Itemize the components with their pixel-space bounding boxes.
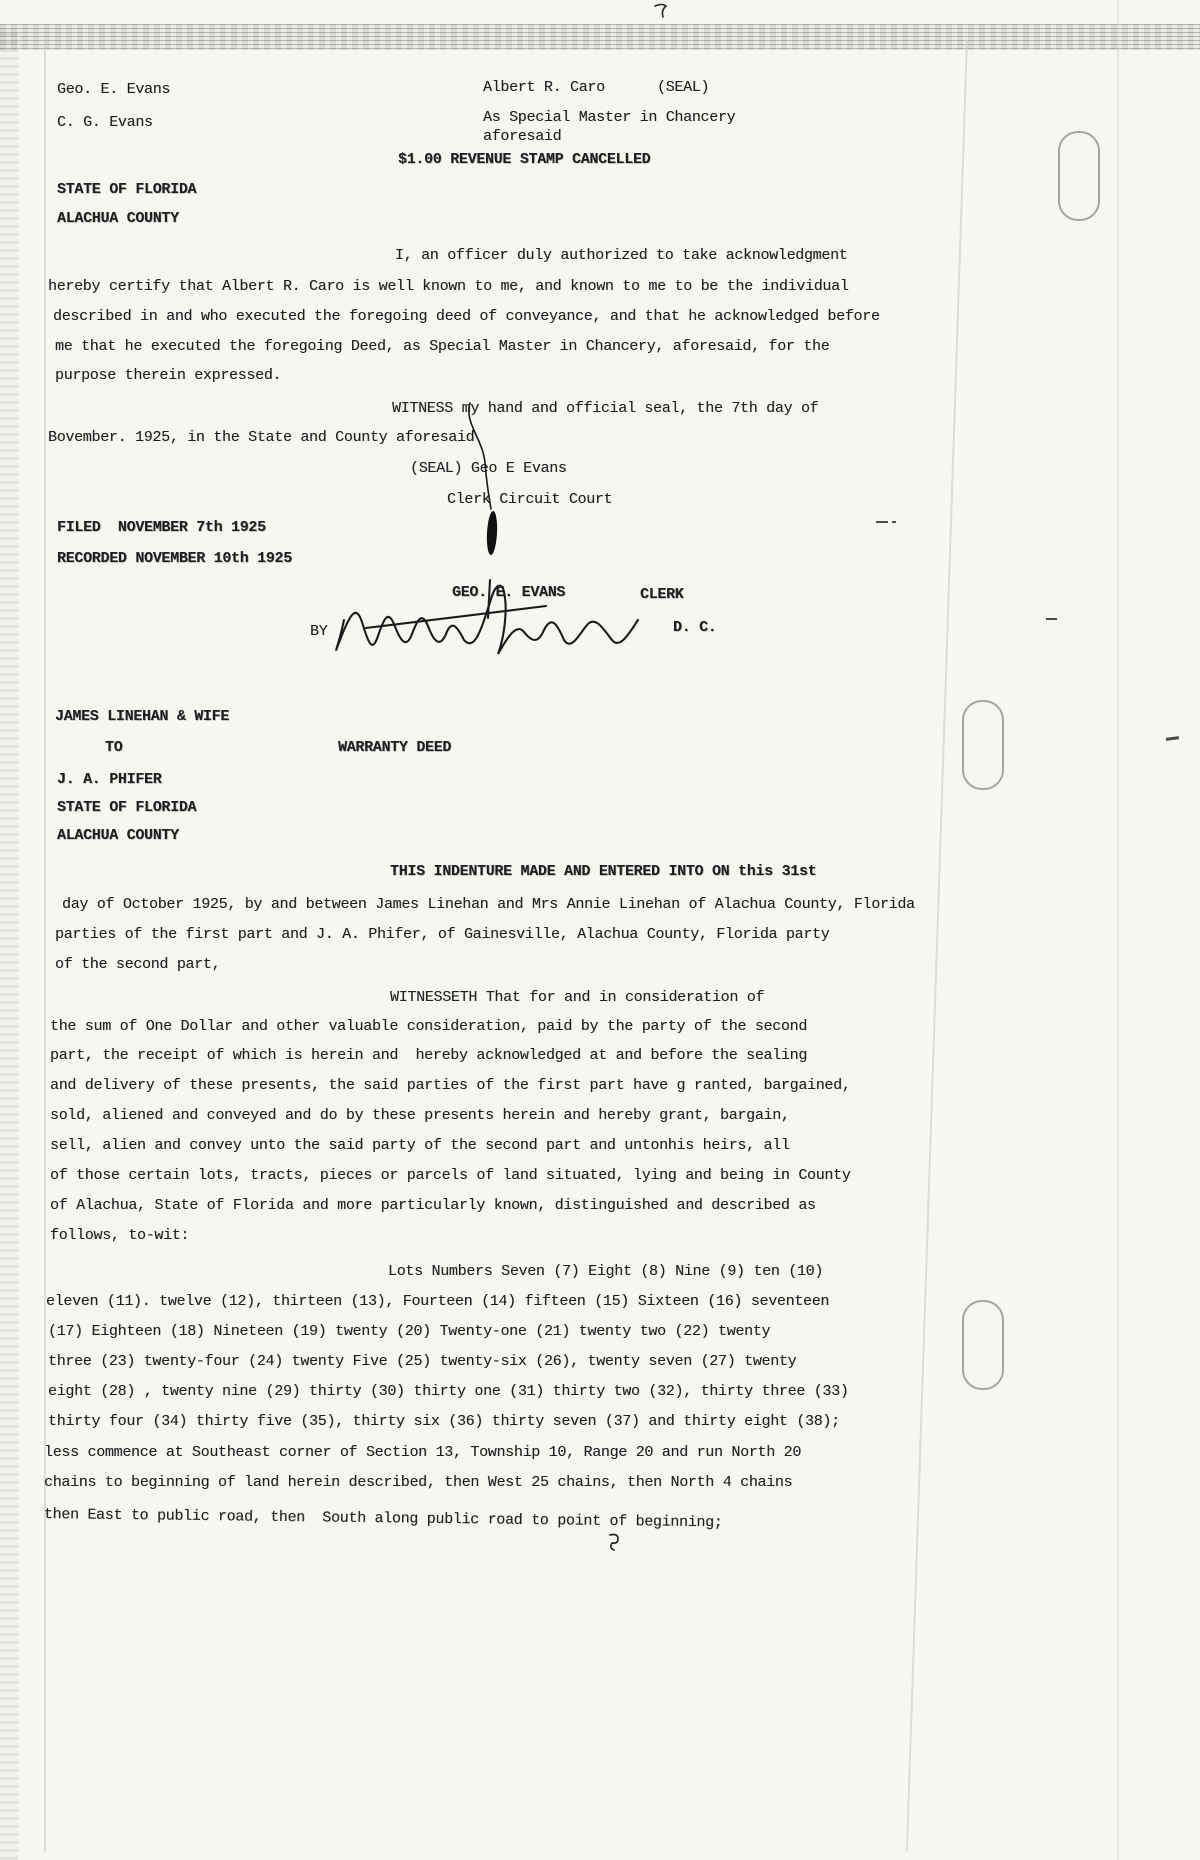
grantee-name: J. A. PHIFER xyxy=(57,771,162,788)
stray-pen-mark-bottom xyxy=(606,1532,624,1552)
scan-speck xyxy=(1166,736,1179,741)
deed-body-line: part, the receipt of which is herein and hereby acknowledged at and before the sealing xyxy=(50,1047,808,1064)
by-label: BY xyxy=(310,623,328,640)
recorded-date: RECORDED NOVEMBER 10th 1925 xyxy=(57,550,292,567)
clerk-name: GEO. E. EVANS xyxy=(452,584,566,601)
signer-name: Albert R. Caro xyxy=(483,79,605,96)
deputy-clerk-label: D. C. xyxy=(673,619,717,636)
scan-top-band xyxy=(0,24,1200,50)
state-heading: STATE OF FLORIDA xyxy=(57,181,197,198)
deed-body-line: THIS INDENTURE MADE AND ENTERED INTO ON this 31st xyxy=(390,863,817,880)
deed-body-line: of those certain lots, tracts, pieces or parcels of land situated, lying and being in County xyxy=(50,1167,851,1184)
witness-name-2: C. G. Evans xyxy=(57,114,153,131)
deed-body-line: three (23) twenty-four (24) twenty Five (25) twenty-six (26), twenty seven (27) twenty xyxy=(48,1353,797,1370)
state-heading: STATE OF FLORIDA xyxy=(57,799,197,816)
deed-body-line: and delivery of these presents, the said parties of the first part have g ranted, bargained, xyxy=(50,1077,851,1094)
deed-body-line: sell, alien and convey unto the said party of the second part and untonhis heirs, all xyxy=(50,1137,790,1154)
deed-body-line: WITNESSETH That for and in consideration of xyxy=(390,989,765,1006)
deed-body-line: day of October 1925, by and between James Linehan and Mrs Annie Linehan of Alachua County, Florida xyxy=(62,896,915,913)
signer-title: As Special Master in Chancery xyxy=(483,109,736,126)
deed-body-line: eight (28) , twenty nine (29) thirty (30) thirty one (31) thirty two (32), thirty three (33) xyxy=(48,1383,849,1400)
deed-body-line: of Alachua, State of Florida and more particularly known, distinguished and described as xyxy=(50,1197,816,1214)
clerk-label: CLERK xyxy=(640,586,684,603)
margin-line-far-right xyxy=(1117,0,1119,1860)
deed-body-line: thirty four (34) thirty five (35), thirty six (36) thirty seven (37) and thirty eight (38); xyxy=(48,1413,840,1430)
signer-title-2: aforesaid xyxy=(483,128,562,145)
filed-date: FILED NOVEMBER 7th 1925 xyxy=(57,519,266,536)
deed-body-line: parties of the first part and J. A. Phifer, of Gainesville, Alachua County, Florida party xyxy=(55,926,830,943)
deed-body-line: less commence at Southeast corner of Section 13, Township 10, Range 20 and run North 20 xyxy=(44,1444,802,1461)
deed-body-line: sold, aliened and conveyed and do by these presents herein and hereby grant, bargain, xyxy=(50,1107,790,1124)
revenue-stamp-note: $1.00 REVENUE STAMP CANCELLED xyxy=(398,151,651,168)
hole-punch xyxy=(962,700,1004,790)
witness-clause-line: Bovember. 1925, in the State and County aforesaid xyxy=(48,429,475,446)
grantor-name: JAMES LINEHAN & WIFE xyxy=(55,708,230,725)
hole-punch xyxy=(1058,131,1100,221)
hole-punch xyxy=(962,1300,1004,1390)
scan-speck xyxy=(876,521,888,523)
ack-line: hereby certify that Albert R. Caro is well known to me, and known to me to be the individual xyxy=(48,278,849,295)
witness-name-1: Geo. E. Evans xyxy=(57,81,171,98)
deed-body-line: then East to public road, then South along public road to point of beginning; xyxy=(43,1505,723,1532)
deed-body-line: (17) Eighteen (18) Nineteen (19) twenty (20) Twenty-one (21) twenty two (22) twenty xyxy=(48,1323,771,1340)
ack-line: I, an officer duly authorized to take acknowledgment xyxy=(395,247,848,264)
deed-body-line: chains to beginning of land herein described, then West 25 chains, then North 4 chains xyxy=(44,1474,793,1491)
deed-body-line: of the second part, xyxy=(55,956,221,973)
handwritten-signature xyxy=(330,578,650,673)
scan-speck xyxy=(1046,618,1057,620)
ack-line: me that he executed the foregoing Deed, as Special Master in Chancery, aforesaid, for the xyxy=(55,338,830,355)
seal-note: (SEAL) xyxy=(657,79,710,96)
ack-line: described in and who executed the foregoing deed of conveyance, and that he acknowledged before xyxy=(53,308,880,325)
deed-body-line: the sum of One Dollar and other valuable consideration, paid by the party of the second xyxy=(50,1018,808,1035)
county-heading: ALACHUA COUNTY xyxy=(57,827,179,844)
ack-line: purpose therein expressed. xyxy=(55,367,282,384)
margin-line-left xyxy=(44,40,46,1852)
seal-signature: (SEAL) Geo E Evans xyxy=(410,460,567,477)
document-type: WARRANTY DEED xyxy=(338,739,452,756)
clerk-title: Clerk Circuit Court xyxy=(447,491,613,508)
scan-speck xyxy=(892,521,896,523)
deed-body-line: Lots Numbers Seven (7) Eight (8) Nine (9) ten (10) xyxy=(388,1263,824,1280)
to-label: TO xyxy=(105,739,123,756)
margin-line-right xyxy=(906,40,968,1851)
scan-left-edge xyxy=(0,28,18,1860)
ink-mark xyxy=(455,395,515,570)
stray-pen-mark-top xyxy=(652,2,672,20)
witness-clause-line: WITNESS my hand and official seal, the 7th day of xyxy=(392,400,819,417)
deed-body-line: follows, to-wit: xyxy=(50,1227,190,1244)
county-heading: ALACHUA COUNTY xyxy=(57,210,179,227)
deed-body-line: eleven (11). twelve (12), thirteen (13), Fourteen (14) fifteen (15) Sixteen (16) seventeen xyxy=(46,1293,830,1310)
